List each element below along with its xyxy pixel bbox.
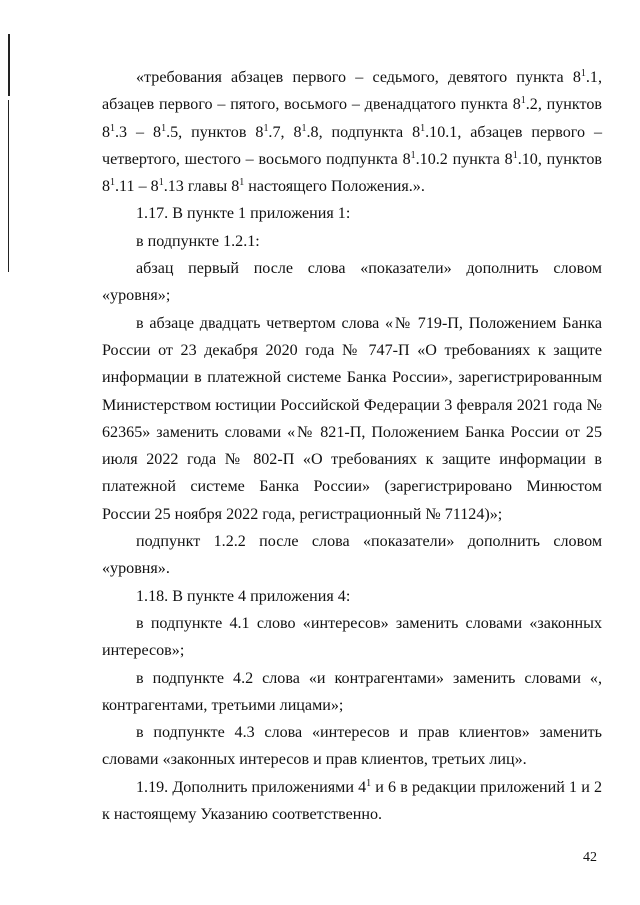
paragraph [102,310,602,528]
document-body [102,64,602,828]
paragraph [102,64,602,200]
page-number: 42 [583,850,597,865]
text-run: «требования абзацев первого – седьмого, девятого пункта 8 [136,69,581,86]
superscript-index: 1 [580,67,586,79]
superscript-index: 1 [420,122,426,134]
text-run: .2, пунктов 8 [102,96,602,141]
text-run: в подпункте 4.1 слово «интересов» заменить словами «законных интересов»; [102,614,602,660]
paragraph [102,255,602,310]
margin-revision-mark [8,100,9,272]
text-run: .10, пунктов 8 [102,150,602,196]
text-run: абзац первый после слова «показатели» дополнить словом «уровня»; [102,260,602,305]
text-run: подпункт 1.2.2 после слова «показатели» дополнить словом «уровня». [102,533,602,578]
text-run: в абзаце двадцать четвертом слова «№ 719-П, Положением Банка России от 23 декабря 2020 года № 747-П «О требованиях к защите информации в платежной системе Банка России», зарегистрированным Министерством юстиции Российской Федерации 3 февраля 2021 года № 62365» заменить словами «№ 821-П, Положением Банка России от 25 июля 2022 года № 802-П «О требованиях к защите информации в платежной системе Банка России» (зарегистрировано Минюстом России 25 ноября 2022 года, регистрационный № 71124)»; [102,314,602,523]
superscript-index: 1 [239,177,245,188]
paragraph [102,583,602,610]
text-run: .10.1, абзацев первого – четвертого, шестого – восьмого подпункта 8 [102,123,602,168]
paragraph [102,528,602,583]
superscript-index: 1 [512,149,518,161]
superscript-index: 1 [158,177,164,188]
text-run: .1, абзацев первого – пятого, восьмого – двенадцатого пункта 8 [102,69,602,114]
paragraph [102,719,602,774]
text-run: 1.19. Дополнить приложениями 4 [136,778,367,796]
paragraph [102,228,602,255]
text-run: 1.17. В пункте 1 приложения 1: [136,205,351,223]
superscript-index: 1 [410,149,416,161]
superscript-index: 1 [366,777,372,789]
text-run: .5, пунктов 8 [166,123,264,141]
superscript-index: 1 [110,122,116,134]
text-run: .7, 8 [268,123,302,141]
text-run: настоящего Положения.». [244,178,425,196]
paragraph [102,200,602,227]
paragraph [102,774,602,829]
superscript-index: 1 [301,122,307,134]
text-run: .10.2 пункта 8 [415,150,513,168]
text-run: в подпункте 1.2.1: [136,232,260,250]
text-run: в подпункте 4.2 слова «и контрагентами» заменить словами «, контрагентами, третьими лицами»; [102,669,602,714]
superscript-index: 1 [263,122,269,134]
paragraph [102,665,602,720]
text-run: .11 – 8 [115,178,159,196]
text-run: .8, подпункта 8 [306,123,421,141]
paragraph [102,610,602,665]
text-run: и 6 в редакции приложений 1 и 2 к настоящему Указанию соответственно. [102,778,602,824]
margin-revision-mark [8,34,10,96]
superscript-index: 1 [110,177,116,188]
text-run: .3 – 8 [115,123,162,141]
text-run: .13 главы 8 [163,178,240,196]
text-run: в подпункте 4.3 слова «интересов и прав клиентов» заменить словами «законных интересов и прав клиентов, третьих лиц». [102,724,602,769]
superscript-index: 1 [520,95,526,107]
text-run: 1.18. В пункте 4 приложения 4: [136,587,351,605]
superscript-index: 1 [161,122,167,134]
